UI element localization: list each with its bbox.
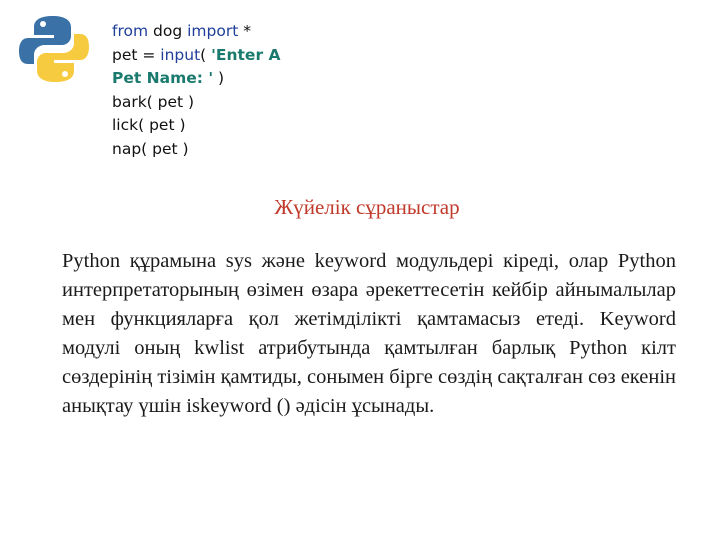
string-part-a: 'Enter A (211, 45, 281, 64)
code-line-3 (112, 67, 280, 91)
section-heading: Жүйелік сұраныстар (274, 195, 460, 219)
var-assign: pet = (112, 45, 161, 64)
import-rest: * (238, 22, 251, 40)
code-block (112, 20, 280, 161)
input-function: input (160, 45, 201, 64)
code-line-5: lick( pet ) (112, 116, 186, 134)
code-line-2 (112, 44, 280, 68)
keyword-from: from (112, 22, 149, 40)
keyword-import: import (187, 22, 239, 40)
python-logo-icon (18, 13, 90, 85)
open-paren: ( (200, 45, 212, 64)
string-part-b: Pet Name: ' (112, 69, 214, 87)
body-paragraph: Python құрамына sys және keyword модульдері кіреді, олар Python интерпретаторының өзімен өзара әрекеттесетін кейбір айнымалылар мен функцияларға қол жетімділікті қамтамасыз етеді. Keyword модулі оның kwlist атрибутында қамтылған барлық Python кілт сөздерінің тізімін қамтиды, сонымен бірге сөздің сақталған сөз екенін анықтау үшін iskeyword () әдісін ұсынады. (62, 250, 676, 417)
close-paren: ) (213, 69, 225, 87)
code-line-1 (112, 20, 280, 44)
code-line-4: bark( pet ) (112, 92, 195, 111)
module-name: dog (148, 22, 188, 40)
code-line-6: nap( pet ) (112, 139, 189, 158)
